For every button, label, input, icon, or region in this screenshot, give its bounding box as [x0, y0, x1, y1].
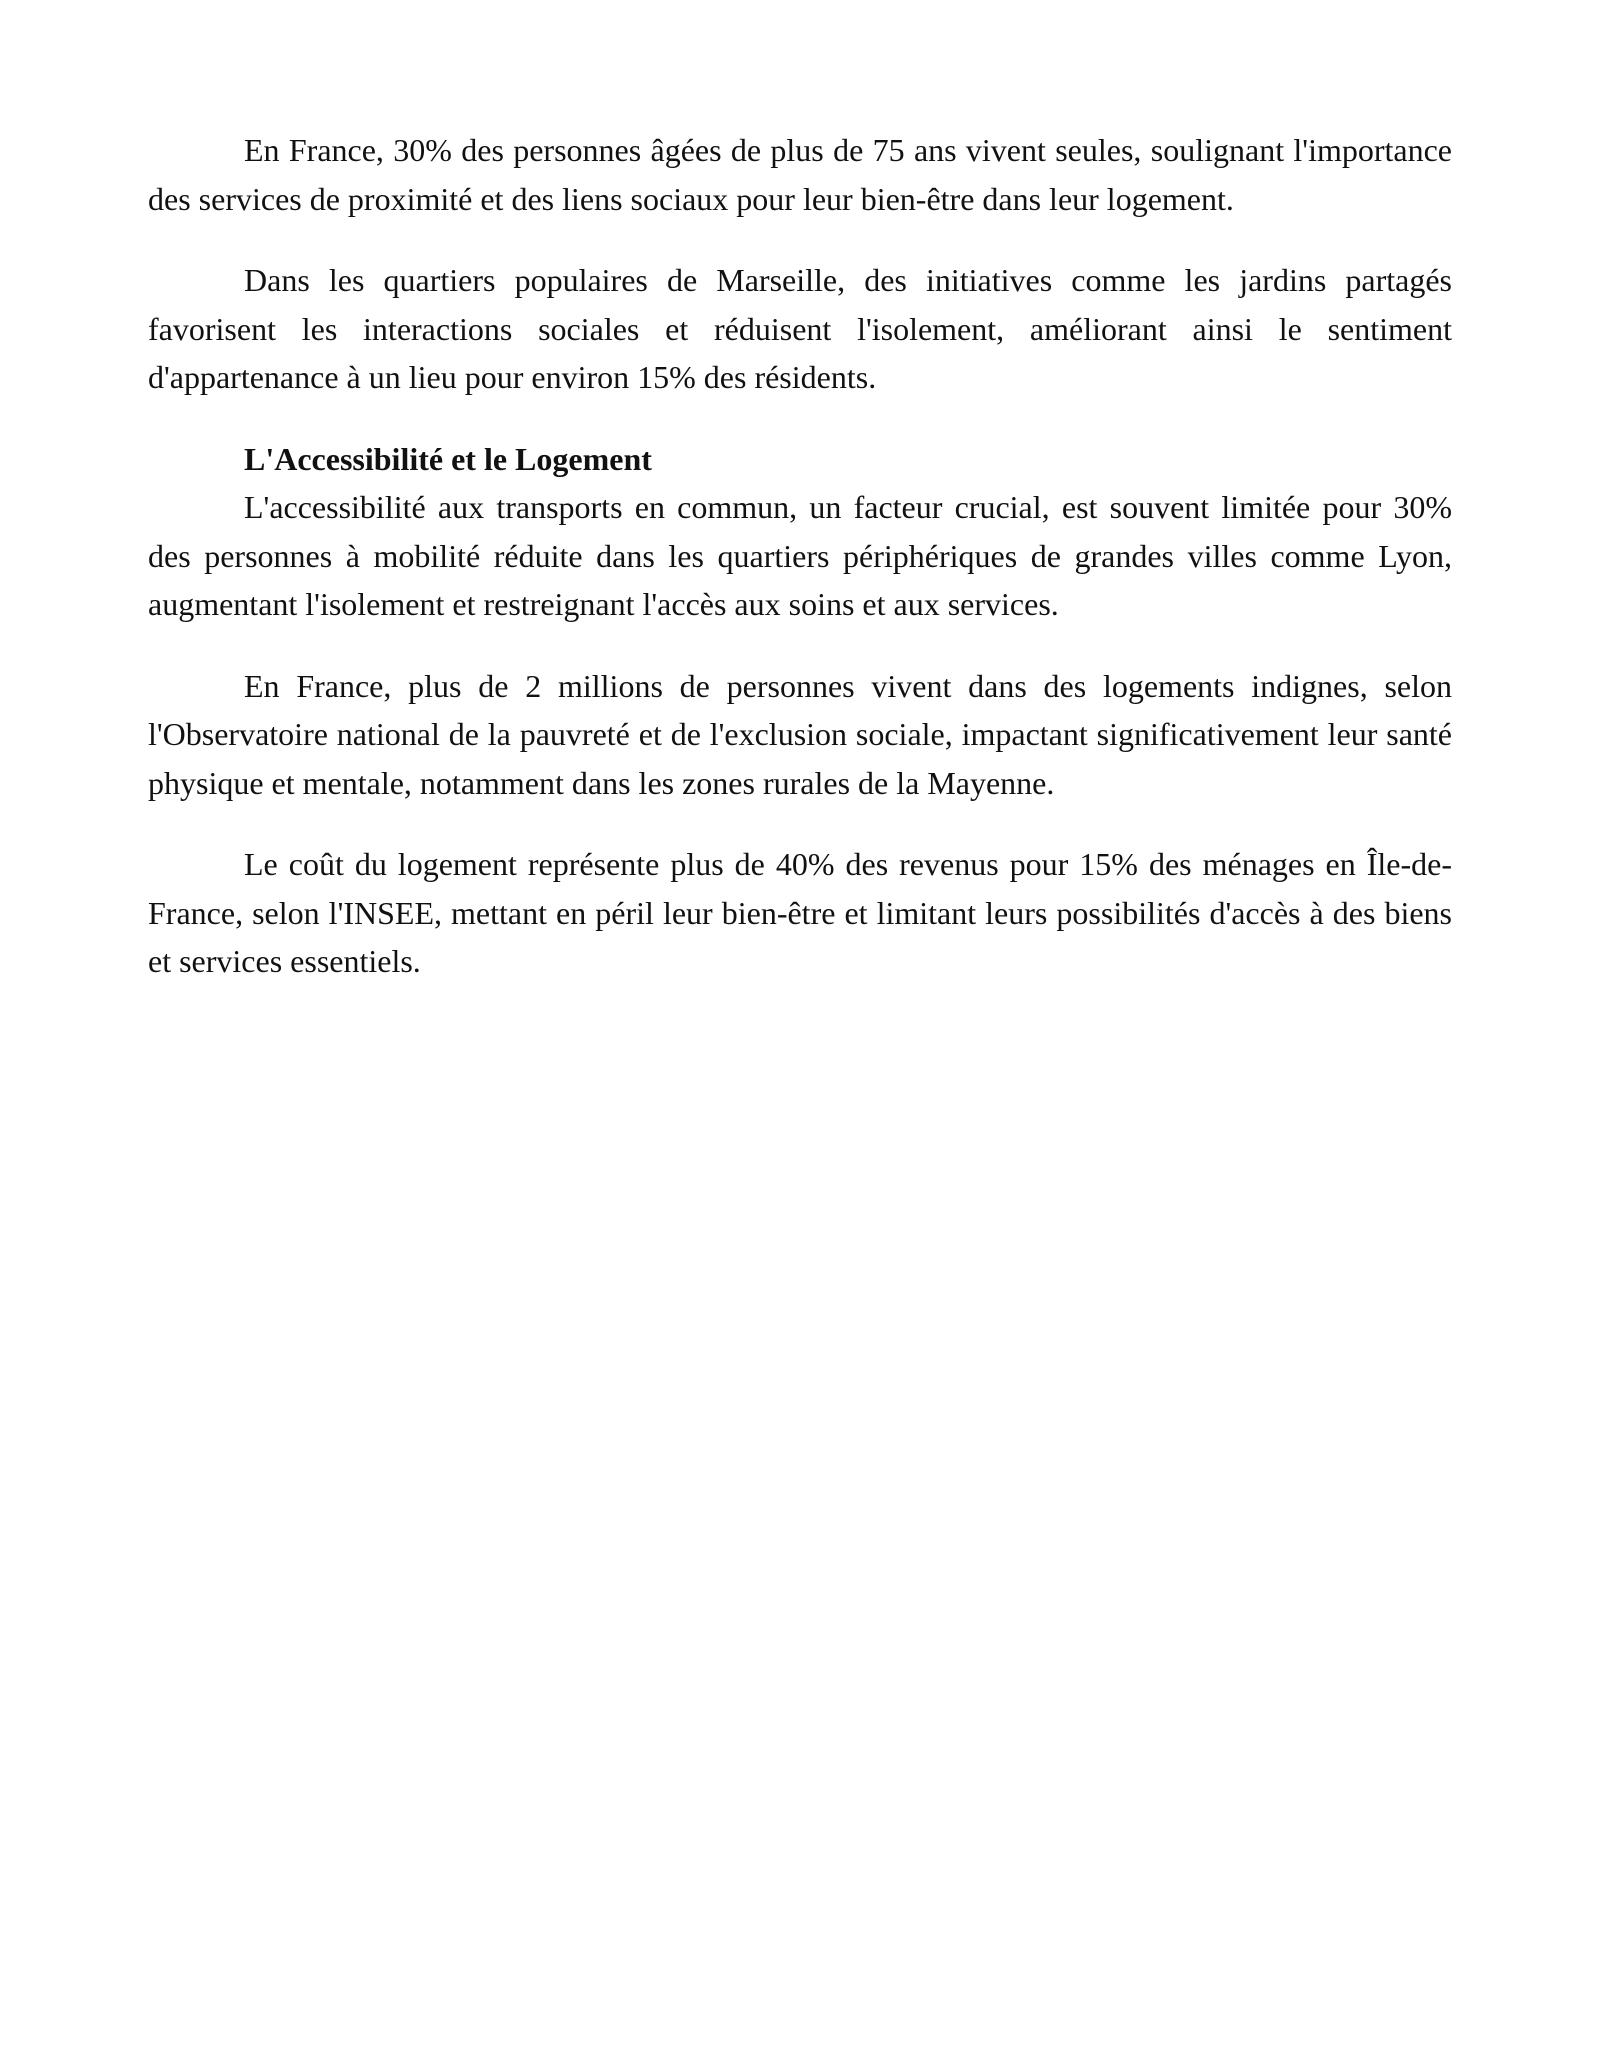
document-page — [148, 126, 1452, 986]
section-heading: L'Accessibilité et le Logement — [244, 440, 652, 477]
paragraph-marseille-shared-gardens: Dans les quartiers populaires de Marseille, des initiatives comme les jardins partagés favorisent les interactions sociales et réduisent l'isolement, améliorant ainsi le sentiment d'appartenance à un lieu pour environ 15% des résidents. — [148, 262, 1452, 395]
paragraph-transport-accessibility: L'accessibilité aux transports en commun, un facteur crucial, est souvent limitée pour 30% des personnes à mobilité réduite dans les quartiers périphériques de grandes villes comme Lyon, augmentant l'isolement et restreignant l'accès aux soins et aux services. — [148, 489, 1452, 622]
paragraph-housing-cost: Le coût du logement représente plus de 40% des revenus pour 15% des ménages en Île-de-France, selon l'INSEE, mettant en péril leur bien-être et limitant leurs possibilités d'accès à des biens et services essentiels. — [148, 846, 1452, 979]
paragraph-elderly-living-alone: En France, 30% des personnes âgées de plus de 75 ans vivent seules, soulignant l'importance des services de proximité et des liens sociaux pour leur bien-être dans leur logement. — [148, 132, 1452, 217]
paragraph-substandard-housing: En France, plus de 2 millions de personnes vivent dans des logements indignes, selon l'Observatoire national de la pauvreté et de l'exclusion sociale, impactant significativement leur santé physique et mentale, notamment dans les zones rurales de la Mayenne. — [148, 667, 1452, 801]
